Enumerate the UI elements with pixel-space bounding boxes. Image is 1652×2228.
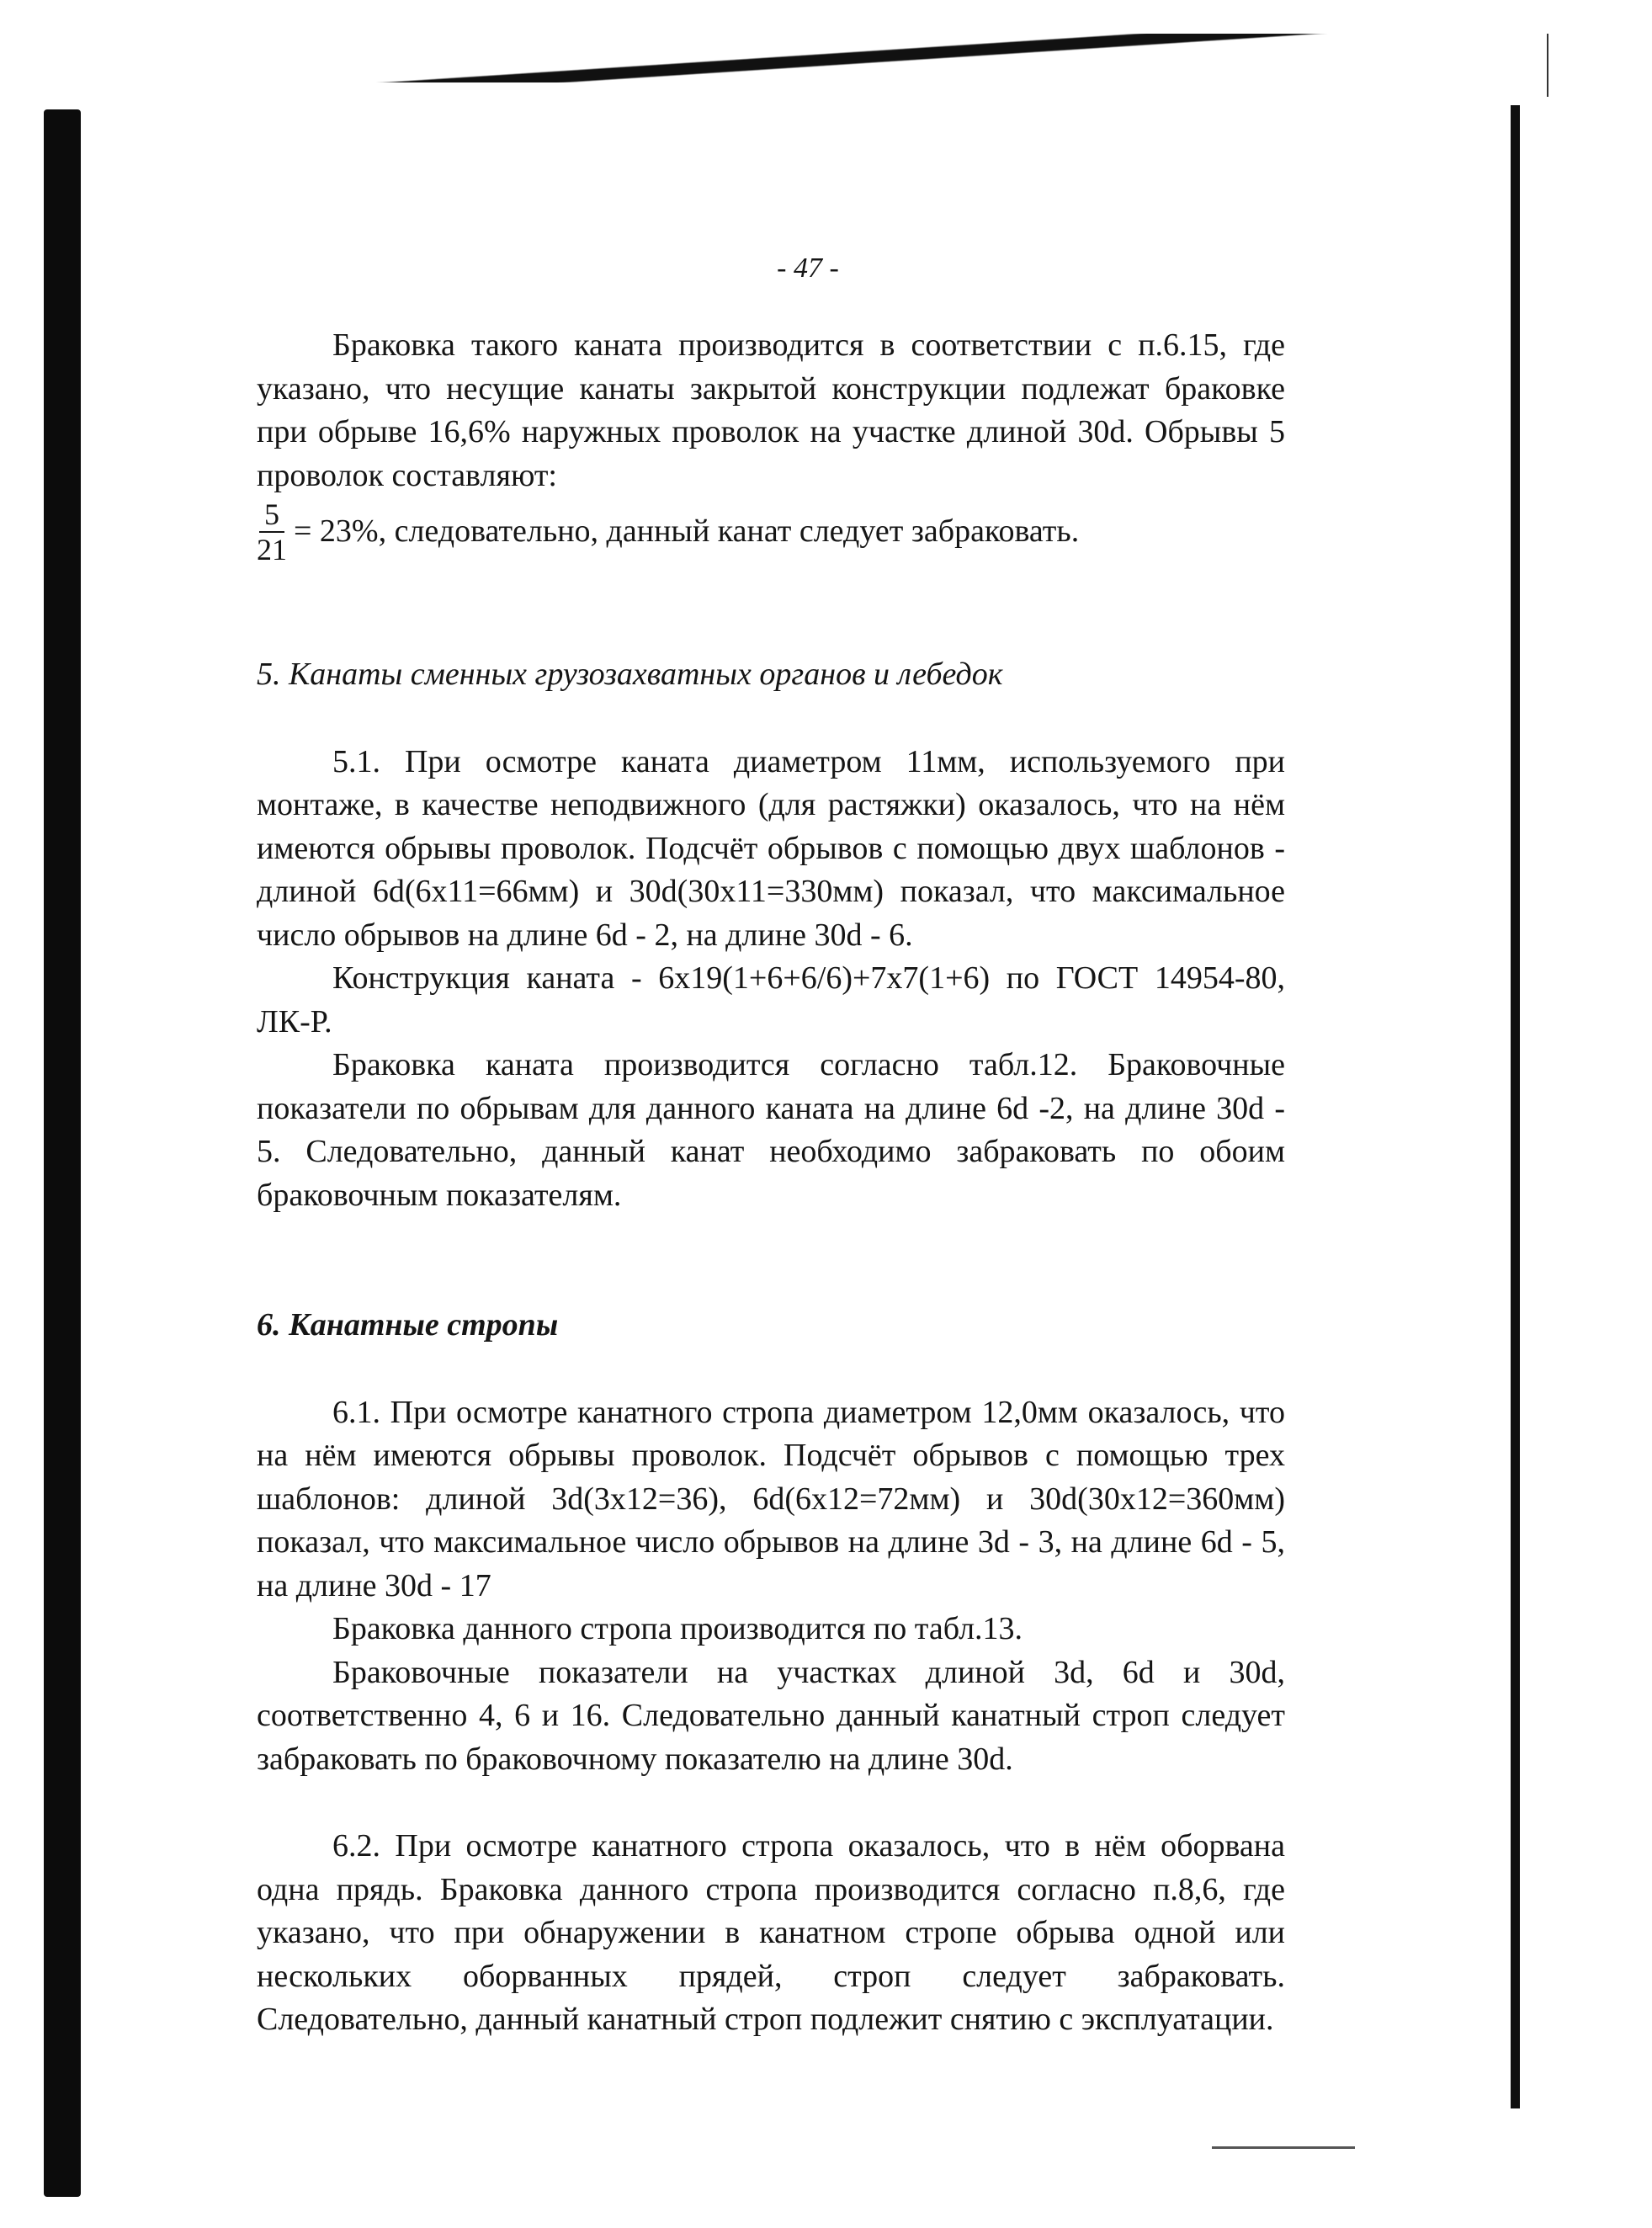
section-5-heading: 5. Канаты сменных грузозахватных органов и лебедок bbox=[257, 657, 1003, 692]
page-number: - 47 - bbox=[777, 253, 839, 284]
paragraph-5-1-construction: Конструкция каната - 6x19(1+6+6/6)+7x7(1+6) по ГОСТ 14954-80, ЛК-Р. bbox=[257, 960, 1285, 1040]
paragraph-5-1-conclusion: Браковка каната производится согласно табл.12. Браковочные показатели по обрывам для данного каната на длине 6d -2, на длине 30d - 5. Следовательно, данный канат необходимо забраковать по обоим браковочным показателям. bbox=[257, 1047, 1285, 1213]
fraction-numerator: 5 bbox=[259, 497, 284, 533]
paragraph-5-1: 5.1. При осмотре каната диаметром 11мм, используемого при монтаже, в качестве неподвижного (для растяжки) оказалось, что на нём имеются обрывы проволок. Подсчёт обрывов с помощью двух шаблонов - длиной 6d(6x11=66мм) и 30d(30x11=330мм) показал, что максимальное число обрывов на длине 6d - 2, на длине 30d - 6. bbox=[257, 743, 1285, 953]
section-6-heading: 6. Канатные стропы bbox=[257, 1307, 559, 1343]
paragraph-6-2: 6.2. При осмотре канатного стропа оказалось, что в нём оборвана одна прядь. Браковка данного стропа производится согласно п.8,6, где указано, что при обнаружении в канатном стропе обрыва одной или нескольких оборванных прядей, строп следует забраковать. Следовательно, данный канатный строп подлежит снятию с эксплуатации. bbox=[257, 1828, 1285, 2037]
scan-edge-top bbox=[42, 34, 1548, 82]
paragraph-6-1: 6.1. При осмотре канатного стропа диаметром 12,0мм оказалось, что на нём имеются обрывы проволок. Подсчёт обрывов с помощью трех шаблонов: длиной 3d(3x12=36), 6d(6x12=72мм) и 30d(30x12=360мм) показал, что максимальное число обрывов на длине 3d - 3, на длине 6d - 5, на длине 30d - 17 bbox=[257, 1394, 1285, 1603]
fraction-line bbox=[257, 497, 1285, 566]
scan-edge-right bbox=[1511, 105, 1520, 2108]
paragraph-6-1-table: Браковка данного стропа производится по табл.13. bbox=[332, 1611, 1023, 1646]
fraction-conclusion: = 23%, следовательно, данный канат следует забраковать. bbox=[294, 513, 1080, 550]
fraction bbox=[257, 497, 287, 566]
scan-stray-mark bbox=[1212, 2146, 1355, 2149]
document-body bbox=[257, 324, 1285, 2042]
scan-edge-right-thin bbox=[1547, 34, 1548, 97]
paragraph-intro: Браковка такого каната производится в соответствии с п.6.15, где указано, что несущие канаты закрытой конструкции подлежат браковке при обрыве 16,6% наружных проволок на участке длиной 30d. Обрывы 5 проволок составляют: bbox=[257, 327, 1285, 493]
scan-edge-left bbox=[44, 109, 81, 2197]
fraction-denominator: 21 bbox=[257, 533, 287, 566]
paragraph-6-1-conclusion: Браковочные показатели на участках длиной 3d, 6d и 30d, соответственно 4, 6 и 16. Следовательно данный канатный строп следует забраковать по браковочному показателю на длине 30d. bbox=[257, 1654, 1285, 1777]
